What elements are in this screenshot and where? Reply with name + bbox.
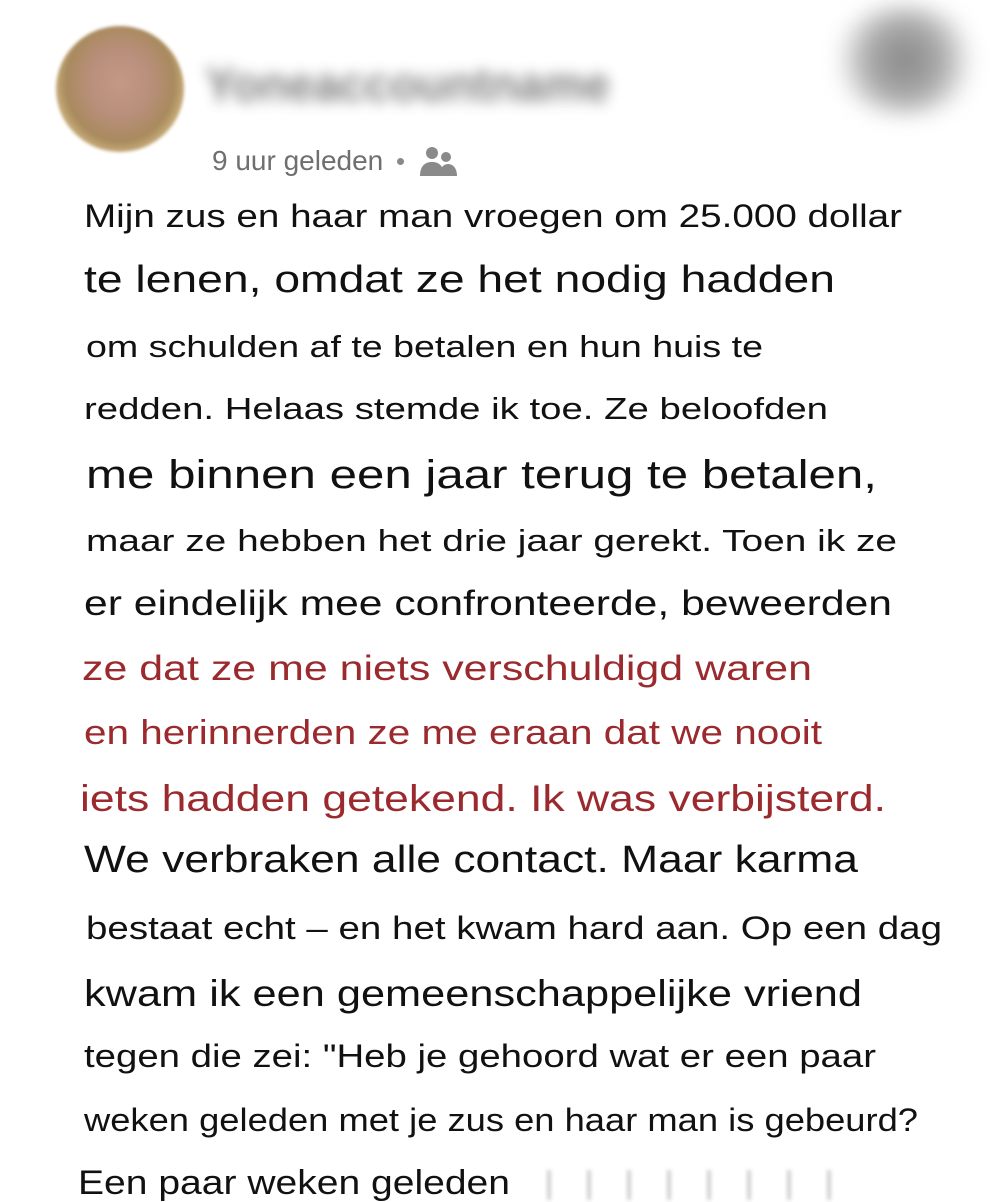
- text-line: tegen die zei: "Heb je gehoord wat er een paar: [84, 1038, 876, 1075]
- text-line: er eindelijk mee confronteerde, beweerden: [84, 583, 892, 623]
- text-line: We verbraken alle contact. Maar karma: [84, 839, 858, 882]
- text-line: me binnen een jaar terug te betalen,: [86, 453, 877, 497]
- text-line: kwam ik een gemeenschappelijke vriend: [84, 972, 862, 1014]
- text-line: Een paar weken geleden: [78, 1164, 510, 1202]
- post-meta: [212, 144, 458, 178]
- highlighted-text-line: iets hadden getekend. Ik was verbijsterd.: [80, 777, 886, 819]
- text-line: om schulden af te betalen en hun huis te: [86, 328, 763, 364]
- text-line: Mijn zus en haar man vroegen om 25.000 dollar: [84, 198, 902, 235]
- text-line: te lenen, omdat ze het nodig hadden: [84, 259, 835, 302]
- text-line: bestaat echt – en het kwam hard aan. Op een dag: [86, 910, 942, 947]
- friends-icon: [418, 144, 458, 178]
- avatar[interactable]: [56, 26, 184, 152]
- text-line: redden. Helaas stemde ik toe. Ze beloofden: [84, 390, 828, 426]
- highlighted-text-line: en herinnerden ze me eraan dat we nooit: [84, 714, 822, 753]
- author-name[interactable]: Yoneaccountname: [205, 59, 610, 112]
- text-line: maar ze hebben het drie jaar gerekt. Toen ik ze: [86, 522, 897, 558]
- faded-overflow-text: [530, 1170, 860, 1200]
- highlighted-text-line: ze dat ze me niets verschuldigd waren: [82, 648, 812, 688]
- text-line: weken geleden met je zus en haar man is gebeurd?: [84, 1102, 918, 1139]
- more-options-button[interactable]: [830, 5, 980, 115]
- timestamp: 9 uur geleden: [212, 145, 384, 176]
- separator-dot: [397, 158, 404, 165]
